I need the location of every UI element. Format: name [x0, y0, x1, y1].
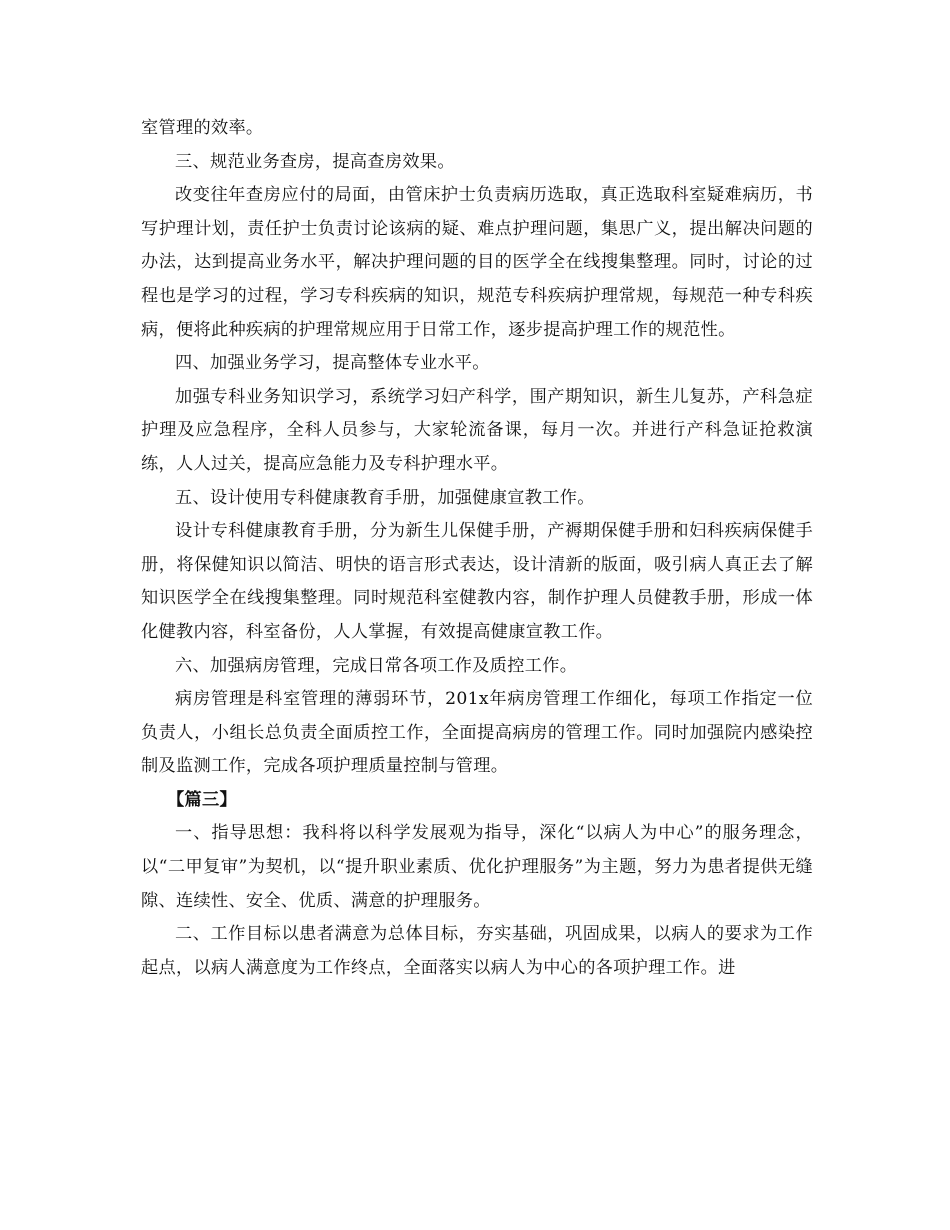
document-body	[141, 112, 813, 985]
paragraph-work-goal: 二、工作目标以患者满意为总体目标，夯实基础，巩固成果，以病人的要求为工作起点，以病人满意度为工作终点，全面落实以病人为中心的各项护理工作。进	[141, 924, 813, 978]
section-heading-3: 三、规范业务查房，提高查房效果。	[175, 151, 455, 172]
part-label: 【篇三】	[167, 789, 237, 810]
section-heading-4: 四、加强业务学习，提高整体专业水平。	[175, 353, 490, 374]
paragraph-health-education: 设计专科健康教育手册，分为新生儿保健手册，产褥期保健手册和妇科疾病保健手册，将保健知识以简洁、明快的语言形式表达，设计清新的版面，吸引病人真正去了解知识医学全在线搜集整理。同时规范科室健教内容，制作护理人员健教手册，形成一体化健教内容，科室备份，人人掌握，有效提高健康宣教工作。	[141, 521, 813, 642]
paragraph-ward-management: 病房管理是科室管理的薄弱环节，201x年病房管理工作细化，每项工作指定一位负责人，小组长总负责全面质控工作，全面提高病房的管理工作。同时加强院内感染控制及监测工作，完成各项护理质量控制与管理。	[141, 689, 813, 777]
paragraph-continuation: 室管理的效率。	[141, 118, 264, 138]
paragraph-guiding-thought: 一、指导思想：我科将以科学发展观为指导，深化“以病人为中心”的服务理念，以“二甲复审”为契机，以“提升职业素质、优化护理服务”为主题，努力为患者提供无缝隙、连续性、安全、优质、满意的护理服务。	[141, 823, 813, 911]
section-heading-5: 五、设计使用专科健康教育手册，加强健康宣教工作。	[175, 487, 595, 508]
paragraph-ward-rounds: 改变往年查房应付的局面，由管床护士负责病历选取，真正选取科室疑难病历，书写护理计划，责任护士负责讨论该病的疑、难点护理问题，集思广义，提出解决问题的办法，达到提高业务水平，解决护理问题的目的医学全在线搜集整理。同时，讨论的过程也是学习的过程，学习专科疾病的知识，规范专科疾病护理常规，每规范一种专科疾病，便将此种疾病的护理常规应用于日常工作，逐步提高护理工作的规范性。	[141, 185, 813, 340]
paragraph-study: 加强专科业务知识学习，系统学习妇产科学，围产期知识，新生儿复苏，产科急症护理及应急程序，全科人员参与，大家轮流备课，每月一次。并进行产科急证抢救演练，人人过关，提高应急能力及专科护理水平。	[141, 386, 813, 474]
section-heading-6: 六、加强病房管理，完成日常各项工作及质控工作。	[175, 655, 578, 676]
